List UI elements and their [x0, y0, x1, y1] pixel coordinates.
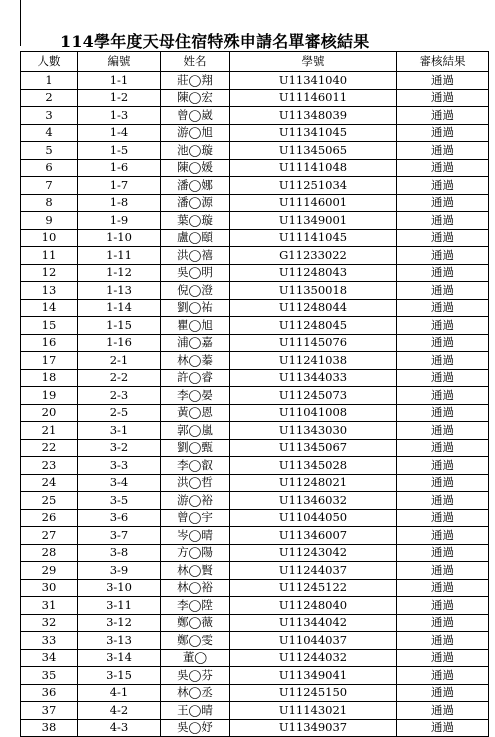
- cell-student-id: U11345028: [230, 457, 397, 475]
- table-row: [21, 334, 489, 352]
- header-code: 編號: [78, 52, 161, 72]
- cell-count: 29: [21, 562, 78, 580]
- table-row: [21, 702, 489, 720]
- cell-result: 通過: [397, 142, 489, 160]
- cell-name: 潘◯源: [161, 194, 230, 212]
- cell-result: 通過: [397, 684, 489, 702]
- cell-count: 38: [21, 719, 78, 737]
- cell-code: 1-4: [78, 124, 161, 142]
- cell-student-id: U11341040: [230, 72, 397, 90]
- table-row: [21, 299, 489, 317]
- cell-result: 通過: [397, 632, 489, 650]
- cell-name: 潘◯娜: [161, 177, 230, 195]
- cell-name: 林◯蓁: [161, 352, 230, 370]
- table-row: [21, 264, 489, 282]
- cell-result: 通過: [397, 544, 489, 562]
- cell-result: 通過: [397, 72, 489, 90]
- cell-result: 通過: [397, 439, 489, 457]
- cell-code: 1-7: [78, 177, 161, 195]
- cell-name: 許◯睿: [161, 369, 230, 387]
- cell-student-id: U11344033: [230, 369, 397, 387]
- cell-count: 8: [21, 194, 78, 212]
- cell-count: 33: [21, 632, 78, 650]
- cell-name: 洪◯禧: [161, 247, 230, 265]
- cell-name: 劉◯祐: [161, 299, 230, 317]
- table-row: [21, 177, 489, 195]
- cell-name: 浦◯嘉: [161, 334, 230, 352]
- cell-result: 通過: [397, 124, 489, 142]
- cell-count: 7: [21, 177, 78, 195]
- cell-student-id: U11044037: [230, 632, 397, 650]
- cell-student-id: G11233022: [230, 247, 397, 265]
- cell-count: 12: [21, 264, 78, 282]
- table-row: [21, 667, 489, 685]
- table-row: [21, 317, 489, 335]
- table-row: [21, 89, 489, 107]
- table-row: [21, 159, 489, 177]
- cell-count: 14: [21, 299, 78, 317]
- cell-name: 劉◯甄: [161, 439, 230, 457]
- cell-name: 吳◯妤: [161, 719, 230, 737]
- cell-student-id: U11146011: [230, 89, 397, 107]
- table-row: [21, 684, 489, 702]
- cell-count: 26: [21, 509, 78, 527]
- cell-result: 通過: [397, 177, 489, 195]
- cell-code: 3-12: [78, 614, 161, 632]
- cell-code: 3-7: [78, 527, 161, 545]
- cell-student-id: U11346007: [230, 527, 397, 545]
- cell-result: 通過: [397, 247, 489, 265]
- table-row: [21, 124, 489, 142]
- cell-code: 3-13: [78, 632, 161, 650]
- cell-result: 通過: [397, 369, 489, 387]
- cell-name: 葉◯璇: [161, 212, 230, 230]
- table-row: [21, 719, 489, 737]
- cell-student-id: U11248021: [230, 474, 397, 492]
- cell-name: 游◯旭: [161, 124, 230, 142]
- header-result: 審核結果: [397, 52, 489, 72]
- cell-student-id: U11245122: [230, 579, 397, 597]
- table-row: [21, 649, 489, 667]
- cell-code: 3-15: [78, 667, 161, 685]
- cell-name: 陳◯宏: [161, 89, 230, 107]
- cell-code: 2-1: [78, 352, 161, 370]
- cell-count: 13: [21, 282, 78, 300]
- cell-student-id: U11345067: [230, 439, 397, 457]
- cell-student-id: U11341045: [230, 124, 397, 142]
- cell-code: 3-1: [78, 422, 161, 440]
- table-row: [21, 282, 489, 300]
- cell-student-id: U11044050: [230, 509, 397, 527]
- cell-count: 21: [21, 422, 78, 440]
- margin-rule: [20, 0, 21, 46]
- cell-name: 游◯裕: [161, 492, 230, 510]
- cell-code: 1-5: [78, 142, 161, 160]
- cell-student-id: U11248045: [230, 317, 397, 335]
- cell-student-id: U11248043: [230, 264, 397, 282]
- cell-code: 1-15: [78, 317, 161, 335]
- cell-code: 3-11: [78, 597, 161, 615]
- cell-student-id: U11248040: [230, 597, 397, 615]
- cell-count: 17: [21, 352, 78, 370]
- table-row: [21, 404, 489, 422]
- table-row: [21, 474, 489, 492]
- cell-count: 10: [21, 229, 78, 247]
- cell-code: 2-2: [78, 369, 161, 387]
- cell-count: 27: [21, 527, 78, 545]
- cell-code: 4-3: [78, 719, 161, 737]
- cell-count: 15: [21, 317, 78, 335]
- table-row: [21, 194, 489, 212]
- cell-code: 3-3: [78, 457, 161, 475]
- cell-code: 3-6: [78, 509, 161, 527]
- cell-result: 通過: [397, 404, 489, 422]
- cell-count: 4: [21, 124, 78, 142]
- cell-code: 1-12: [78, 264, 161, 282]
- table-row: [21, 509, 489, 527]
- cell-name: 王◯晴: [161, 702, 230, 720]
- cell-code: 1-6: [78, 159, 161, 177]
- cell-code: 1-2: [78, 89, 161, 107]
- cell-student-id: U11243042: [230, 544, 397, 562]
- cell-code: 1-9: [78, 212, 161, 230]
- cell-code: 4-2: [78, 702, 161, 720]
- cell-name: 吳◯明: [161, 264, 230, 282]
- table-row: [21, 579, 489, 597]
- cell-count: 16: [21, 334, 78, 352]
- cell-name: 鄭◯雯: [161, 632, 230, 650]
- cell-result: 通過: [397, 579, 489, 597]
- table-row: [21, 632, 489, 650]
- cell-name: 曾◯崴: [161, 107, 230, 125]
- cell-name: 瞿◯旭: [161, 317, 230, 335]
- cell-name: 李◯陞: [161, 597, 230, 615]
- page-title: 114學年度天母住宿特殊申請名單審核結果: [60, 32, 370, 51]
- cell-name: 鄭◯薇: [161, 614, 230, 632]
- cell-result: 通過: [397, 702, 489, 720]
- cell-count: 37: [21, 702, 78, 720]
- cell-name: 李◯叡: [161, 457, 230, 475]
- cell-student-id: U11248044: [230, 299, 397, 317]
- cell-code: 1-8: [78, 194, 161, 212]
- table-row: [21, 422, 489, 440]
- cell-student-id: U11344042: [230, 614, 397, 632]
- table-row: [21, 352, 489, 370]
- cell-name: 莊◯翔: [161, 72, 230, 90]
- cell-count: 36: [21, 684, 78, 702]
- cell-count: 11: [21, 247, 78, 265]
- cell-name: 岑◯晴: [161, 527, 230, 545]
- cell-student-id: U11343030: [230, 422, 397, 440]
- cell-result: 通過: [397, 107, 489, 125]
- cell-count: 32: [21, 614, 78, 632]
- cell-count: 9: [21, 212, 78, 230]
- cell-code: 3-2: [78, 439, 161, 457]
- cell-result: 通過: [397, 527, 489, 545]
- table-row: [21, 72, 489, 90]
- cell-name: 曾◯宇: [161, 509, 230, 527]
- table-row: [21, 369, 489, 387]
- cell-result: 通過: [397, 317, 489, 335]
- cell-name: 李◯晏: [161, 387, 230, 405]
- cell-code: 3-5: [78, 492, 161, 510]
- cell-count: 1: [21, 72, 78, 90]
- cell-name: 林◯丞: [161, 684, 230, 702]
- cell-result: 通過: [397, 387, 489, 405]
- cell-code: 2-3: [78, 387, 161, 405]
- cell-code: 2-5: [78, 404, 161, 422]
- cell-code: 4-1: [78, 684, 161, 702]
- table-row: [21, 247, 489, 265]
- cell-student-id: U11041008: [230, 404, 397, 422]
- cell-code: 3-9: [78, 562, 161, 580]
- cell-code: 1-14: [78, 299, 161, 317]
- cell-student-id: U11244032: [230, 649, 397, 667]
- cell-code: 1-11: [78, 247, 161, 265]
- cell-result: 通過: [397, 89, 489, 107]
- cell-code: 1-13: [78, 282, 161, 300]
- cell-student-id: U11251034: [230, 177, 397, 195]
- cell-result: 通過: [397, 299, 489, 317]
- cell-name: 洪◯哲: [161, 474, 230, 492]
- cell-name: 陳◯媛: [161, 159, 230, 177]
- approval-table: [20, 51, 489, 737]
- cell-student-id: U11245150: [230, 684, 397, 702]
- cell-count: 35: [21, 667, 78, 685]
- table-row: [21, 142, 489, 160]
- cell-result: 通過: [397, 562, 489, 580]
- cell-result: 通過: [397, 597, 489, 615]
- cell-student-id: U11141048: [230, 159, 397, 177]
- cell-count: 25: [21, 492, 78, 510]
- cell-name: 董◯: [161, 649, 230, 667]
- cell-code: 3-4: [78, 474, 161, 492]
- table-row: [21, 562, 489, 580]
- cell-student-id: U11345065: [230, 142, 397, 160]
- cell-count: 2: [21, 89, 78, 107]
- cell-student-id: U11146001: [230, 194, 397, 212]
- cell-result: 通過: [397, 334, 489, 352]
- table-row: [21, 527, 489, 545]
- cell-count: 6: [21, 159, 78, 177]
- cell-student-id: U11349001: [230, 212, 397, 230]
- table-row: [21, 439, 489, 457]
- table-header-row: [21, 52, 489, 72]
- table-row: [21, 107, 489, 125]
- cell-code: 3-10: [78, 579, 161, 597]
- cell-count: 23: [21, 457, 78, 475]
- table-row: [21, 614, 489, 632]
- header-name: 姓名: [161, 52, 230, 72]
- cell-result: 通過: [397, 457, 489, 475]
- cell-result: 通過: [397, 719, 489, 737]
- cell-result: 通過: [397, 492, 489, 510]
- cell-student-id: U11141045: [230, 229, 397, 247]
- cell-result: 通過: [397, 282, 489, 300]
- cell-student-id: U11349037: [230, 719, 397, 737]
- cell-result: 通過: [397, 667, 489, 685]
- cell-student-id: U11145076: [230, 334, 397, 352]
- cell-result: 通過: [397, 352, 489, 370]
- cell-name: 吳◯芬: [161, 667, 230, 685]
- table-row: [21, 597, 489, 615]
- cell-result: 通過: [397, 649, 489, 667]
- cell-student-id: U11348039: [230, 107, 397, 125]
- cell-name: 林◯裕: [161, 579, 230, 597]
- cell-name: 黃◯恩: [161, 404, 230, 422]
- cell-result: 通過: [397, 212, 489, 230]
- cell-count: 31: [21, 597, 78, 615]
- table-body: [21, 72, 489, 737]
- cell-count: 34: [21, 649, 78, 667]
- cell-student-id: U11350018: [230, 282, 397, 300]
- cell-name: 郭◯嵐: [161, 422, 230, 440]
- cell-name: 方◯陽: [161, 544, 230, 562]
- cell-count: 19: [21, 387, 78, 405]
- cell-name: 倪◯澄: [161, 282, 230, 300]
- cell-result: 通過: [397, 422, 489, 440]
- cell-code: 1-3: [78, 107, 161, 125]
- cell-count: 30: [21, 579, 78, 597]
- cell-count: 22: [21, 439, 78, 457]
- cell-name: 林◯賢: [161, 562, 230, 580]
- cell-code: 1-16: [78, 334, 161, 352]
- cell-result: 通過: [397, 194, 489, 212]
- cell-code: 1-1: [78, 72, 161, 90]
- cell-count: 3: [21, 107, 78, 125]
- table-row: [21, 492, 489, 510]
- cell-count: 20: [21, 404, 78, 422]
- cell-code: 3-8: [78, 544, 161, 562]
- cell-result: 通過: [397, 159, 489, 177]
- cell-result: 通過: [397, 229, 489, 247]
- cell-count: 24: [21, 474, 78, 492]
- cell-student-id: U11244037: [230, 562, 397, 580]
- cell-name: 池◯璇: [161, 142, 230, 160]
- cell-count: 18: [21, 369, 78, 387]
- cell-count: 5: [21, 142, 78, 160]
- cell-name: 盧◯頤: [161, 229, 230, 247]
- cell-result: 通過: [397, 509, 489, 527]
- cell-student-id: U11346032: [230, 492, 397, 510]
- table-row: [21, 544, 489, 562]
- table-row: [21, 387, 489, 405]
- cell-student-id: U11349041: [230, 667, 397, 685]
- table-row: [21, 457, 489, 475]
- table-row: [21, 229, 489, 247]
- cell-student-id: U11241038: [230, 352, 397, 370]
- cell-result: 通過: [397, 614, 489, 632]
- header-count: 人數: [21, 52, 78, 72]
- cell-code: 1-10: [78, 229, 161, 247]
- cell-student-id: U11143021: [230, 702, 397, 720]
- table-row: [21, 212, 489, 230]
- cell-code: 3-14: [78, 649, 161, 667]
- cell-result: 通過: [397, 264, 489, 282]
- cell-count: 28: [21, 544, 78, 562]
- cell-student-id: U11245073: [230, 387, 397, 405]
- cell-result: 通過: [397, 474, 489, 492]
- header-student-id: 學號: [230, 52, 397, 72]
